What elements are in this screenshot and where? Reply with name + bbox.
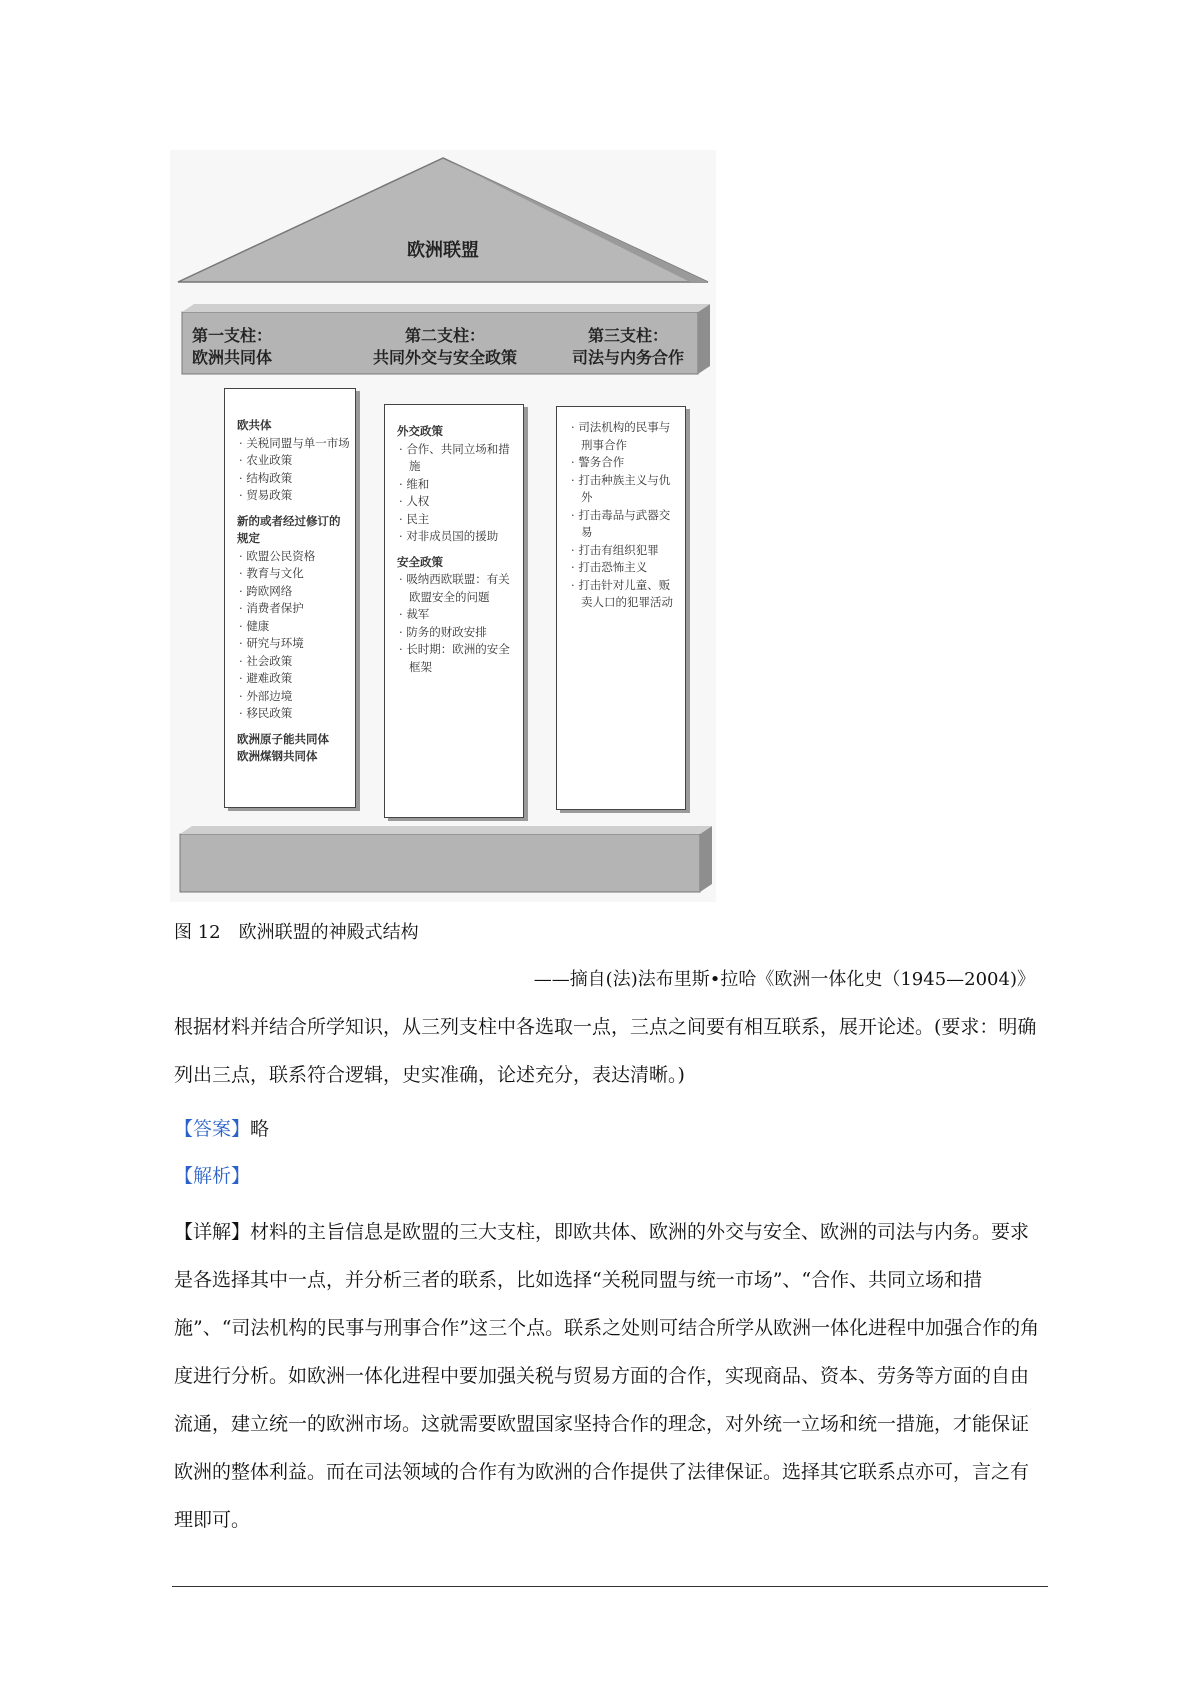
analysis-label: 【解析】 xyxy=(174,1165,251,1187)
column1-footer-1: 欧洲原子能共同体 xyxy=(237,731,329,746)
temple-base-side xyxy=(700,826,712,892)
detail-text: 材料的主旨信息是欧盟的三大支柱，即欧共体、欧洲的外交与安全、欧洲的司法与内务。要求是各选择其中一点，并分析三者的联系，比如选择“关税同盟与统一市场”、“合作、共同立场和措施”、“司法机构的民事与刑事合作”这三个点。联系之处则可结合所学从欧洲一体化进程中加强合作的角度进行分析。如欧洲一体化进程中要加强关税与贸易方面的合作，实现商品、资本、劳务等方面的自由流通，建立统一的欧洲市场。这就需要欧盟国家坚持合作的理念，对外统一立场和统一措施，才能保证欧洲的整体利益。而在司法领域的合作有为欧洲的合作提供了法律保证。选择其它联系点亦可，言之有理即可。 xyxy=(174,1221,1040,1531)
pillar-head-3-line1: 第三支柱： xyxy=(587,326,668,345)
pillar-head-1-line1: 第一支柱： xyxy=(192,326,273,345)
column3-item: · 警务合作 xyxy=(569,454,681,472)
pillar-column-1 xyxy=(224,388,356,808)
column1-item: · 农业政策 xyxy=(237,452,351,470)
column2-section2-title: 安全政策 xyxy=(397,554,443,569)
column1-item: · 避难政策 xyxy=(237,670,351,688)
pillar-head-2 xyxy=(350,325,540,369)
roof-title: 欧洲联盟 xyxy=(407,240,479,261)
pillar-head-2-line2: 共同外交与安全政策 xyxy=(372,348,517,367)
column3-item: · 打击毒品与武器交易 xyxy=(569,507,681,542)
column3-item: · 司法机构的民事与刑事合作 xyxy=(569,419,681,454)
pillar-column-3 xyxy=(556,406,686,810)
column2-item: · 人权 xyxy=(397,493,519,511)
footer-divider xyxy=(172,1586,1048,1587)
column2-item: · 民主 xyxy=(397,511,519,529)
detail-paragraph xyxy=(174,1208,1044,1544)
column1-item: · 跨欧网络 xyxy=(237,583,351,601)
column1-item: · 关税同盟与单一市场 xyxy=(237,435,351,453)
temple-base xyxy=(180,834,700,892)
answer-label: 【答案】 xyxy=(174,1118,251,1140)
pillar-head-1 xyxy=(192,325,342,369)
column1-item: · 结构政策 xyxy=(237,470,351,488)
column1-item: · 贸易政策 xyxy=(237,487,351,505)
column1-item: · 欧盟公民资格 xyxy=(237,548,351,566)
figure-caption: 图 12 欧洲联盟的神殿式结构 xyxy=(174,922,419,943)
column2-item: · 防务的财政安排 xyxy=(397,624,519,642)
column3-item: · 打击种族主义与仇外 xyxy=(569,472,681,507)
pillar-head-3-line2: 司法与内务合作 xyxy=(571,348,684,367)
column3-item: · 打击有组织犯罪 xyxy=(569,542,681,560)
source-citation: ——摘自(法)法布里斯•拉哈《欧洲一体化史（1945—2004)》 xyxy=(533,969,1035,990)
column2-item: · 对非成员国的援助 xyxy=(397,528,519,546)
column1-item: · 教育与文化 xyxy=(237,565,351,583)
column3-item: · 打击恐怖主义 xyxy=(569,559,681,577)
column2-item: · 合作、共同立场和措施 xyxy=(397,441,519,476)
column2-item: · 维和 xyxy=(397,476,519,494)
column3-item: · 打击针对儿童、贩卖人口的犯罪活动 xyxy=(569,577,681,612)
column2-item: · 吸纳西欧联盟：有关欧盟安全的问题 xyxy=(397,571,519,606)
question-text: 根据材料并结合所学知识，从三列支柱中各选取一点，三点之间要有相互联系，展开论述。(要求：明确列出三点，联系符合逻辑，史实准确，论述充分，表达清晰。) xyxy=(174,1016,1037,1086)
column1-item: · 外部边境 xyxy=(237,688,351,706)
column1-item: · 研究与环境 xyxy=(237,635,351,653)
column1-item: · 移民政策 xyxy=(237,705,351,723)
pillar-head-1-line2: 欧洲共同体 xyxy=(192,348,273,367)
column2-item: · 裁军 xyxy=(397,606,519,624)
analysis-line xyxy=(174,1161,250,1188)
pillar-head-3 xyxy=(548,325,708,369)
temple-beam-top xyxy=(182,304,710,312)
column1-item: · 社会政策 xyxy=(237,653,351,671)
column2-section1-title: 外交政策 xyxy=(397,424,443,438)
temple-figure xyxy=(170,150,716,902)
detail-label: 【详解】 xyxy=(174,1221,251,1243)
column2-item: · 长时期：欧洲的安全框架 xyxy=(397,641,519,676)
temple-base-top xyxy=(180,826,712,834)
pillar-column-2 xyxy=(384,404,524,818)
column1-section2-title: 新的或者经过修订的规定 xyxy=(237,513,341,545)
answer-text: 略 xyxy=(250,1118,270,1140)
column1-item: · 健康 xyxy=(237,618,351,636)
pillar-head-2-line1: 第二支柱： xyxy=(404,326,485,345)
column1-section1-title: 欧共体 xyxy=(237,418,272,432)
temple-roof xyxy=(178,158,708,282)
answer-line xyxy=(174,1114,269,1141)
column1-footer-2: 欧洲煤钢共同体 xyxy=(237,749,318,763)
column1-item: · 消费者保护 xyxy=(237,600,351,618)
